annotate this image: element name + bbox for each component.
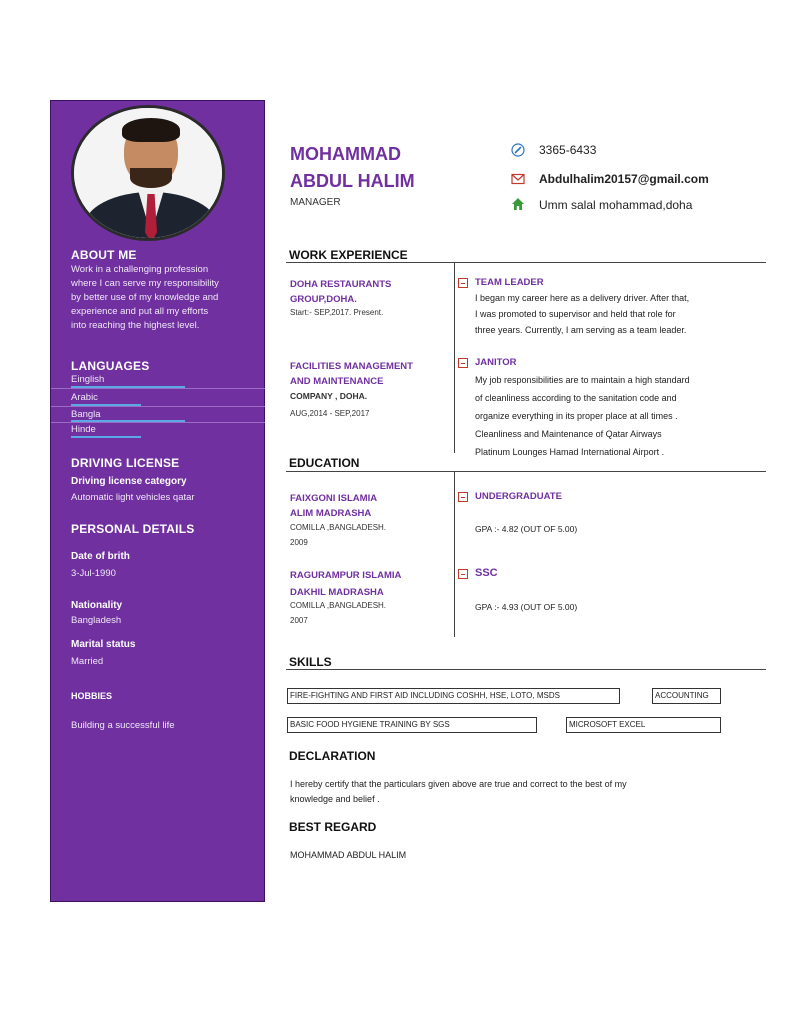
signature-name: MOHAMMAD ABDUL HALIM <box>290 850 407 860</box>
sidebar <box>50 100 265 902</box>
collapse-icon <box>458 569 468 579</box>
divider <box>454 472 455 637</box>
envelope-icon <box>511 172 525 186</box>
work-role: TEAM LEADER <box>475 277 544 288</box>
profile-photo <box>71 105 225 241</box>
phone-number[interactable]: 3365-6433 <box>539 143 597 157</box>
work-org: DOHA RESTAURANTS GROUP,DOHA. <box>290 279 392 305</box>
skill-tag: BASIC FOOD HYGIENE TRAINING BY SGS <box>287 717 537 733</box>
name-line-2: ABDUL HALIM <box>290 171 415 191</box>
skill-tag: FIRE-FIGHTING AND FIRST AID INCLUDING COSHH, HSE, LOTO, MSDS <box>287 688 620 704</box>
language-item: Bangla <box>71 409 101 420</box>
collapse-icon <box>458 358 468 368</box>
education-gpa: GPA :- 4.82 (OUT OF 5.00) <box>475 524 578 534</box>
education-school: RAGURAMPUR ISLAMIA DAKHIL MADRASHA <box>290 570 402 598</box>
divider <box>51 422 265 423</box>
divider <box>51 388 265 389</box>
home-icon <box>511 197 525 211</box>
hobbies-heading: HOBBIES <box>71 691 113 701</box>
dob-label: Date of brith <box>71 551 130 562</box>
divider <box>286 262 766 263</box>
skill-tag: MICROSOFT EXCEL <box>566 717 721 733</box>
personal-heading: PERSONAL DETAILS <box>71 522 195 536</box>
email-address[interactable]: Abdulhalim20157@gmail.com <box>539 172 709 186</box>
work-heading: WORK EXPERIENCE <box>289 248 408 262</box>
education-degree: SSC <box>475 567 498 579</box>
work-org: FACILITIES MANAGEMENT AND MAINTENANCE <box>290 361 413 387</box>
phone-icon <box>511 143 525 157</box>
work-dates: Start:- SEP,2017. Present. <box>290 308 384 317</box>
language-level-bar <box>71 436 141 438</box>
education-gpa: GPA :- 4.93 (OUT OF 5.00) <box>475 602 578 612</box>
driving-value: Automatic light vehicles qatar <box>71 492 195 503</box>
language-item: Hinde <box>71 424 96 435</box>
education-location: COMILLA ,BANGLADESH. <box>290 601 387 610</box>
divider <box>454 263 455 453</box>
divider <box>286 669 766 670</box>
work-description: My job responsibilities are to maintain a high standard of cleanliness according to the sanitation code and organize everything in its proper place at all times . Cleanliness and Maintenance of Qatar Airways Platinum Lounges Hamad International Airport . <box>475 375 690 457</box>
work-role: JANITOR <box>475 357 517 368</box>
about-heading: ABOUT ME <box>71 248 137 262</box>
marital-label: Marital status <box>71 639 136 650</box>
address: Umm salal mohammad,doha <box>539 198 693 212</box>
education-year: 2009 <box>290 538 308 547</box>
collapse-icon <box>458 492 468 502</box>
work-description: I began my career here as a delivery driver. After that, I was promoted to supervisor and held that role for three years. Currently, I am serving as a team leader. <box>475 293 690 335</box>
work-company: COMPANY , DOHA. <box>290 391 368 401</box>
education-heading: EDUCATION <box>289 456 360 470</box>
driving-label: Driving license category <box>71 476 187 487</box>
divider <box>286 471 766 472</box>
education-location: COMILLA ,BANGLADESH. <box>290 523 387 532</box>
hobbies-value: Building a successful life <box>71 720 175 731</box>
name-line-1: MOHAMMAD <box>290 144 401 164</box>
language-item: Einglish <box>71 374 105 385</box>
nationality-label: Nationality <box>71 600 123 611</box>
job-title: MANAGER <box>290 197 341 208</box>
dob-value: 3-Jul-1990 <box>71 568 116 579</box>
about-text: Work in a challenging profession where I can serve my responsibility by better use of my knowledge and experience and put all my efforts into reaching the highest level. <box>71 264 219 331</box>
declaration-heading: DECLARATION <box>289 749 376 763</box>
work-dates: AUG,2014 - SEP,2017 <box>290 409 370 418</box>
divider <box>51 406 265 407</box>
language-item: Arabic <box>71 392 98 403</box>
languages-heading: LANGUAGES <box>71 359 150 373</box>
collapse-icon <box>458 278 468 288</box>
declaration-text: I hereby certify that the particulars given above are true and correct to the best of my knowledge and belief . <box>290 779 627 804</box>
education-school: FAIXGONI ISLAMIA ALIM MADRASHA <box>290 493 378 519</box>
driving-heading: DRIVING LICENSE <box>71 456 180 470</box>
education-degree: UNDERGRADUATE <box>475 491 562 502</box>
skill-tag: ACCOUNTING <box>652 688 721 704</box>
marital-value: Married <box>71 656 104 667</box>
nationality-value: Bangladesh <box>71 615 122 626</box>
skills-heading: SKILLS <box>289 655 332 669</box>
education-year: 2007 <box>290 616 308 625</box>
regard-heading: BEST REGARD <box>289 820 377 834</box>
